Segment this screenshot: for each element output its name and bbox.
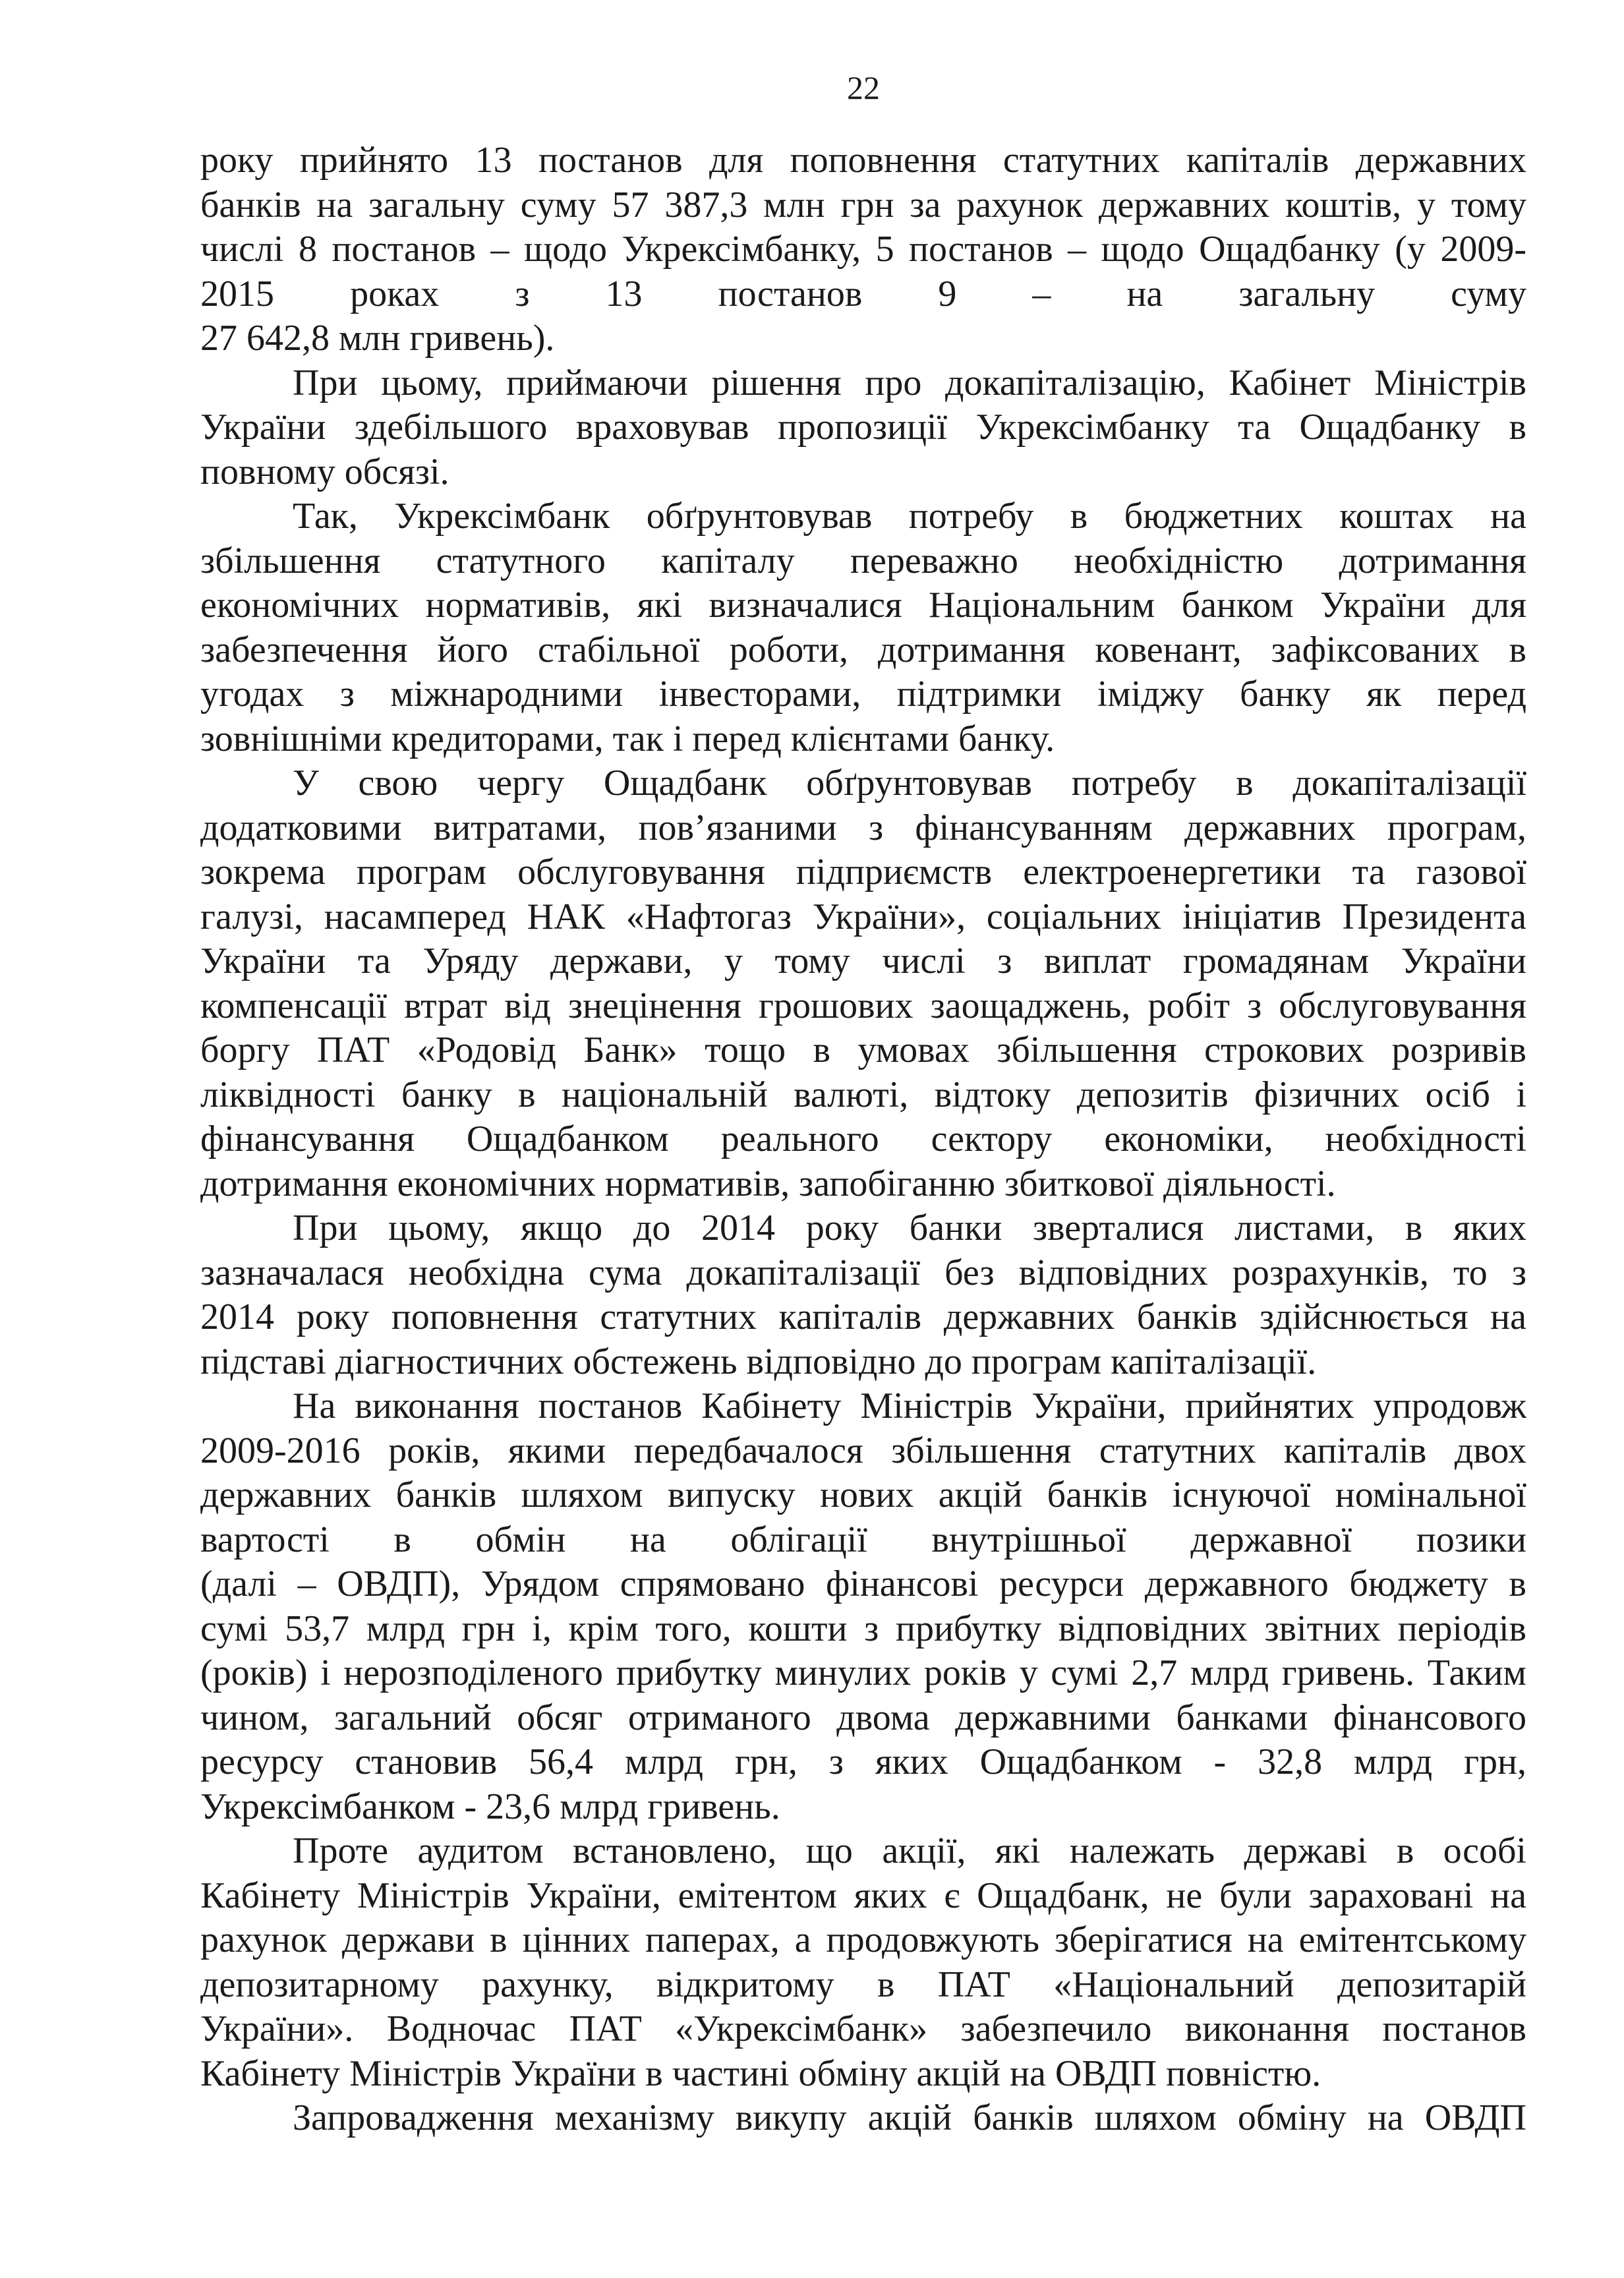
text-line: забезпечення його стабільної роботи, дотримання ковенант, зафіксованих в <box>200 629 1526 670</box>
text-line: угодах з міжнародними інвесторами, підтримки іміджу банку як перед <box>200 674 1526 715</box>
text-line: фінансування Ощадбанком реального сектору економіки, необхідності <box>200 1119 1526 1159</box>
page-number: 22 <box>847 69 880 106</box>
text-line: України здебільшого враховував пропозиції Укрексімбанку та Ощадбанку в <box>200 407 1526 448</box>
text-line: На виконання постанов Кабінету Міністрів України, прийнятих упродовж <box>293 1386 1526 1426</box>
paragraph <box>200 2096 1526 2141</box>
paragraph <box>200 494 1526 761</box>
paragraph <box>200 138 1526 361</box>
paragraph <box>200 1829 1526 2096</box>
text-line: зазначалася необхідна сума докапіталізації без відповідних розрахунків, то з <box>200 1252 1526 1293</box>
text-line: 2014 року поповнення статутних капіталів державних банків здійснюється на <box>200 1297 1526 1337</box>
text-line: 2009-2016 років, якими передбачалося збільшення статутних капіталів двох <box>200 1430 1526 1471</box>
text-line: При цьому, приймаючи рішення про докапіталізацію, Кабінет Міністрів <box>293 362 1526 403</box>
text-line: боргу ПАТ «Родовід Банк» тощо в умовах збільшення строкових розривів <box>200 1030 1526 1070</box>
text-line: повному обсязі. <box>200 451 450 492</box>
text-line: підставі діагностичних обстежень відповідно до програм капіталізації. <box>200 1341 1317 1382</box>
text-line: Так, Укрексімбанк обґрунтовував потребу в бюджетних коштах на <box>293 496 1526 537</box>
text-line: (далі – ОВДП), Урядом спрямовано фінансові ресурси державного бюджету в <box>200 1563 1526 1604</box>
text-line: У свою чергу Ощадбанк обґрунтовував потребу в докапіталізації <box>293 763 1526 803</box>
text-line: Кабінету Міністрів України в частині обміну акцій на ОВДП повністю. <box>200 2053 1321 2094</box>
text-line: України та Уряду держави, у тому числі з виплат громадянам України <box>200 941 1526 981</box>
text-line: збільшення статутного капіталу переважно необхідністю дотримання <box>200 540 1526 581</box>
text-line: дотримання економічних нормативів, запобіганню збиткової діяльності. <box>200 1163 1336 1204</box>
text-line: економічних нормативів, які визначалися Національним банком України для <box>200 585 1526 626</box>
text-line: Кабінету Міністрів України, емітентом яких є Ощадбанк, не були зараховані на <box>200 1875 1526 1916</box>
paragraph <box>200 361 1526 495</box>
text-line: сумі 53,7 млрд грн і, крім того, кошти з прибутку відповідних звітних періодів <box>200 1608 1526 1649</box>
document-body <box>200 138 1526 2141</box>
text-line: 2015 роках з 13 постанов 9 – на загальну суму <box>200 273 1526 314</box>
paragraph <box>200 1206 1526 1384</box>
text-line: державних банків шляхом випуску нових акцій банків існуючої номінальної <box>200 1475 1526 1515</box>
text-line: Укрексімбанком - 23,6 млрд гривень. <box>200 1786 780 1827</box>
text-line: України». Водночас ПАТ «Укрексімбанк» забезпечило виконання постанов <box>200 2008 1526 2049</box>
text-line: При цьому, якщо до 2014 року банки зверталися листами, в яких <box>293 1208 1526 1248</box>
text-line: Запровадження механізму викупу акцій банків шляхом обміну на ОВДП <box>293 2097 1526 2138</box>
text-line: зовнішніми кредиторами, так і перед клієнтами банку. <box>200 718 1055 759</box>
text-line: ліквідності банку в національній валюті, відтоку депозитів фізичних осіб і <box>200 1074 1526 1115</box>
text-line: зокрема програм обслуговування підприємств електроенергетики та газової <box>200 852 1526 892</box>
text-line: 27 642,8 млн гривень). <box>200 318 555 359</box>
text-line: чином, загальний обсяг отриманого двома державними банками фінансового <box>200 1697 1526 1738</box>
text-line: року прийнято 13 постанов для поповнення статутних капіталів державних <box>200 140 1526 181</box>
text-line: ресурсу становив 56,4 млрд грн, з яких Ощадбанком - 32,8 млрд грн, <box>200 1741 1526 1782</box>
text-line: рахунок держави в цінних паперах, а продовжують зберігатися на емітентському <box>200 1919 1526 1960</box>
paragraph <box>200 1384 1526 1829</box>
text-line: депозитарному рахунку, відкритому в ПАТ «Національний депозитарій <box>200 1964 1526 2005</box>
text-line: додатковими витратами, пов’язаними з фінансуванням державних програм, <box>200 807 1526 848</box>
text-line: числі 8 постанов – щодо Укрексімбанку, 5 постанов – щодо Ощадбанку (у 2009- <box>200 229 1526 270</box>
text-line: галузі, насамперед НАК «Нафтогаз України», соціальних ініціатив Президента <box>200 896 1526 937</box>
text-line: (років) і нерозподіленого прибутку минулих років у сумі 2,7 млрд гривень. Таким <box>200 1652 1526 1693</box>
text-line: Проте аудитом встановлено, що акції, які належать державі в особі <box>293 1830 1526 1871</box>
paragraph <box>200 761 1526 1206</box>
text-line: банків на загальну суму 57 387,3 млн грн за рахунок державних коштів, у тому <box>200 184 1526 225</box>
text-line: вартості в обмін на облігації внутрішньої державної позики <box>200 1519 1526 1560</box>
text-line: компенсації втрат від знецінення грошових заощаджень, робіт з обслуговування <box>200 985 1526 1026</box>
